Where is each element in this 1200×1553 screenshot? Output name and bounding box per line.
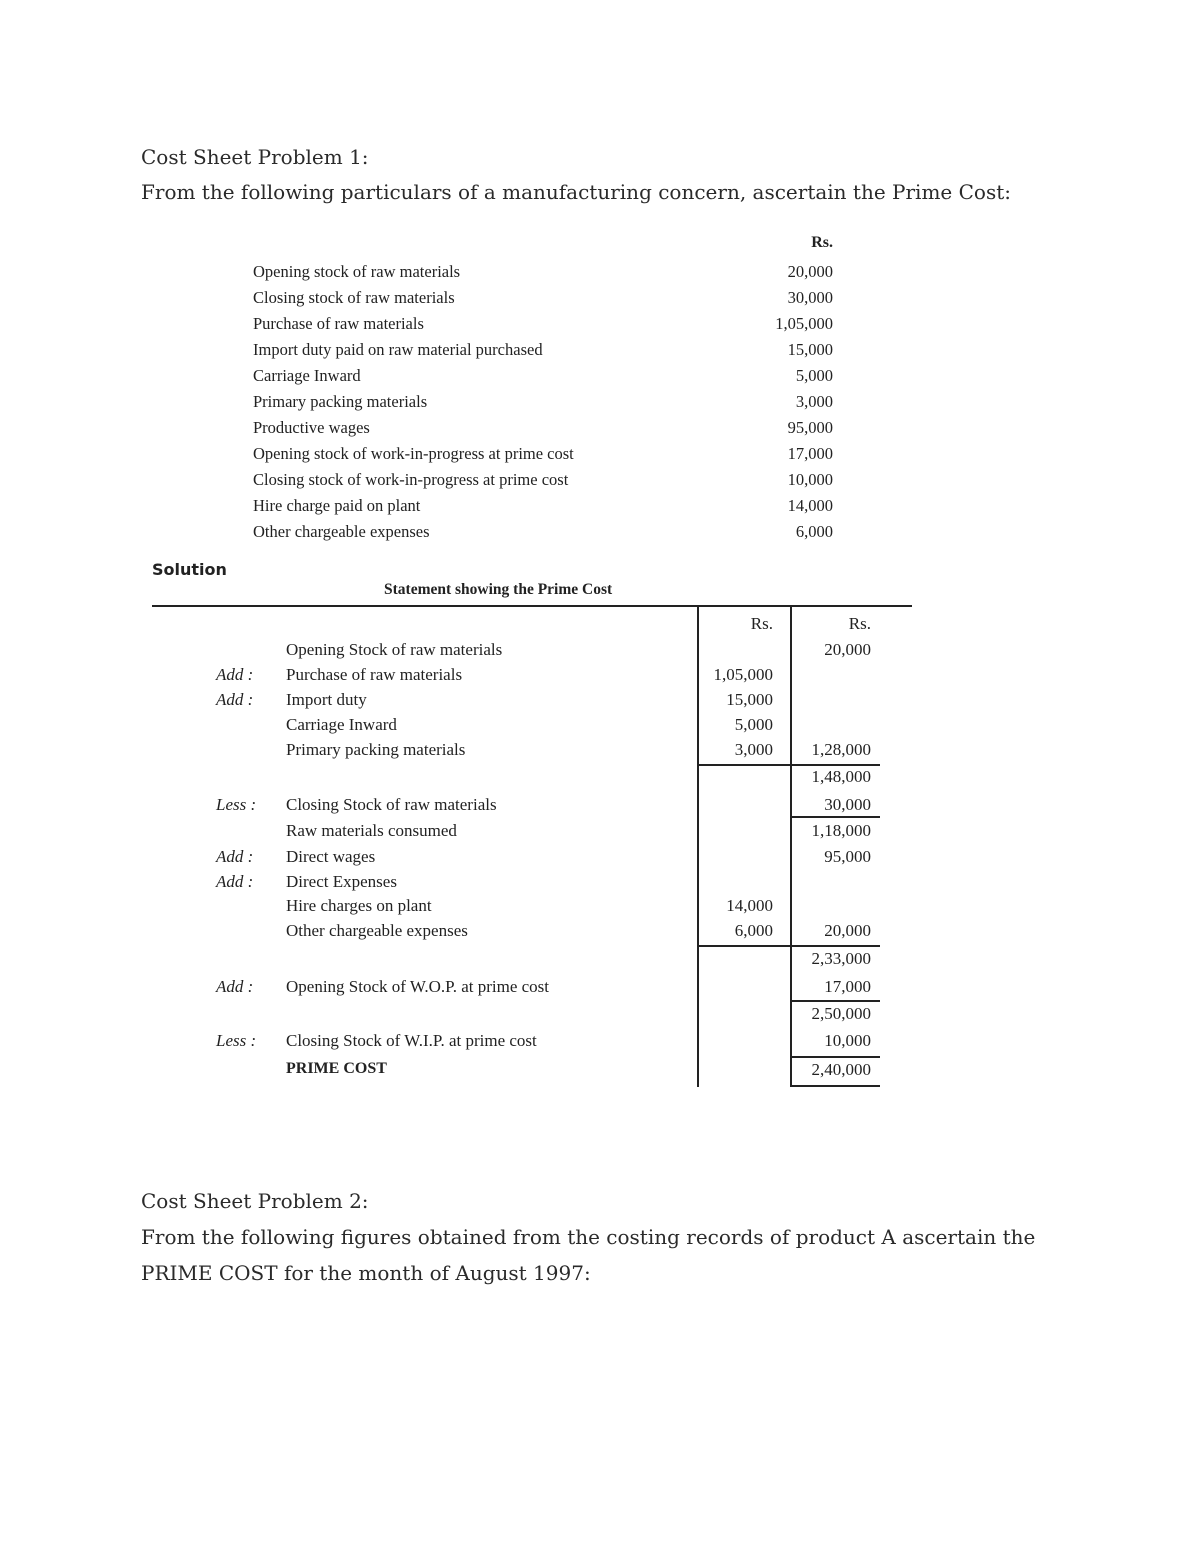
row-prefix: Less : (216, 795, 257, 814)
particulars-label: Primary packing materials (253, 392, 428, 411)
solution-label: Solution (152, 560, 227, 579)
particulars-label: Import duty paid on raw material purchased (253, 340, 543, 359)
col2-header: Rs. (848, 614, 871, 633)
particulars-row (253, 314, 833, 340)
row-label: Purchase of raw materials (286, 665, 463, 684)
particulars-label: Purchase of raw materials (253, 314, 424, 333)
row-prefix: Add : (216, 847, 254, 866)
table-top-rule (152, 605, 912, 607)
particulars-amount: 1,05,000 (775, 314, 833, 333)
row-label: Direct wages (286, 847, 376, 866)
particulars-row (253, 470, 833, 496)
row-amount-col2: 20,000 (824, 640, 871, 659)
row-amount-col2: 2,50,000 (811, 1004, 871, 1023)
particulars-row (253, 522, 833, 548)
statement-title: Statement showing the Prime Cost (384, 581, 613, 598)
row-label: Opening Stock of W.O.P. at prime cost (286, 977, 550, 996)
particulars-amount: 17,000 (787, 444, 833, 463)
particulars-amount: 95,000 (787, 418, 833, 437)
particulars-label: Productive wages (253, 418, 370, 437)
problem2-title: Cost Sheet Problem 2: (141, 1189, 369, 1213)
row-prefix: Add : (216, 977, 254, 996)
particulars-label: Opening stock of work-in-progress at prime cost (253, 444, 574, 463)
row-label: Opening Stock of raw materials (286, 640, 503, 659)
row-amount-col2: 1,18,000 (811, 821, 871, 840)
row-amount-col2: 20,000 (824, 921, 871, 940)
particulars-amount: 6,000 (795, 522, 833, 541)
row-label: Raw materials consumed (286, 821, 457, 840)
row-prefix: Add : (216, 872, 254, 891)
row-amount-col2: 2,40,000 (811, 1060, 871, 1079)
row-amount-col1: 15,000 (726, 690, 773, 709)
row-label: Closing Stock of raw materials (286, 795, 497, 814)
total-bottom-rule (790, 1085, 880, 1087)
row-label: Direct Expenses (286, 872, 397, 891)
subtotal-rule-4 (790, 1000, 880, 1002)
particulars-amount: 30,000 (787, 288, 833, 307)
row-prefix: Add : (216, 665, 254, 684)
particulars-row (253, 366, 833, 392)
row-amount-col2: 1,28,000 (811, 740, 871, 759)
row-amount-col2: 17,000 (824, 977, 871, 996)
row-label: Carriage Inward (286, 715, 397, 734)
particulars-amount: 10,000 (787, 470, 833, 489)
particulars-row (253, 444, 833, 470)
particulars-row (253, 392, 833, 418)
particulars-label: Closing stock of work-in-progress at prime cost (253, 470, 569, 489)
row-label: Other chargeable expenses (286, 921, 468, 940)
particulars-amount: 5,000 (795, 366, 833, 385)
particulars-row (253, 340, 833, 366)
row-amount-col1: 6,000 (734, 921, 773, 940)
col1-header: Rs. (750, 614, 773, 633)
particulars-label: Opening stock of raw materials (253, 262, 461, 281)
row-amount-col2: 2,33,000 (811, 949, 871, 968)
particulars-label: Hire charge paid on plant (253, 496, 421, 515)
row-amount-col2: 1,48,000 (811, 767, 871, 786)
row-amount-col2: 30,000 (824, 795, 871, 814)
subtotal-rule-5 (790, 1056, 880, 1058)
problem1-title: Cost Sheet Problem 1: (141, 145, 369, 169)
subtotal-rule-1 (697, 764, 880, 766)
row-amount-col1: 3,000 (734, 740, 773, 759)
problem2-question-line1: From the following figures obtained from the costing records of product A ascertain the (141, 1225, 1036, 1249)
row-prefix: Less : (216, 1031, 257, 1050)
subtotal-rule-3 (697, 945, 880, 947)
particulars-amount: 15,000 (787, 340, 833, 359)
particulars-row (253, 288, 833, 314)
particulars-row (253, 418, 833, 444)
particulars-label: Closing stock of raw materials (253, 288, 455, 307)
particulars-amount: 14,000 (787, 496, 833, 515)
row-label: PRIME COST (286, 1060, 387, 1077)
particulars-label: Carriage Inward (253, 366, 361, 385)
problem1-question: From the following particulars of a manufacturing concern, ascertain the Prime Cost: (141, 180, 1011, 204)
row-label: Hire charges on plant (286, 896, 432, 915)
particulars-amount: 3,000 (795, 392, 833, 411)
particulars-row (253, 496, 833, 522)
row-label: Import duty (286, 690, 367, 709)
row-amount-col2: 95,000 (824, 847, 871, 866)
row-label: Closing Stock of W.I.P. at prime cost (286, 1031, 537, 1050)
row-amount-col1: 14,000 (726, 896, 773, 915)
row-prefix: Add : (216, 690, 254, 709)
subtotal-rule-2 (790, 816, 880, 818)
particulars-label: Other chargeable expenses (253, 522, 430, 541)
row-amount-col1: 5,000 (734, 715, 773, 734)
particulars-row (253, 262, 833, 288)
problem2-question-line2: PRIME COST for the month of August 1997: (141, 1261, 591, 1285)
row-amount-col1: 1,05,000 (713, 665, 773, 684)
particulars-currency-header: Rs. (811, 234, 833, 251)
particulars-amount: 20,000 (787, 262, 833, 281)
row-label: Primary packing materials (286, 740, 466, 759)
row-amount-col2: 10,000 (824, 1031, 871, 1050)
